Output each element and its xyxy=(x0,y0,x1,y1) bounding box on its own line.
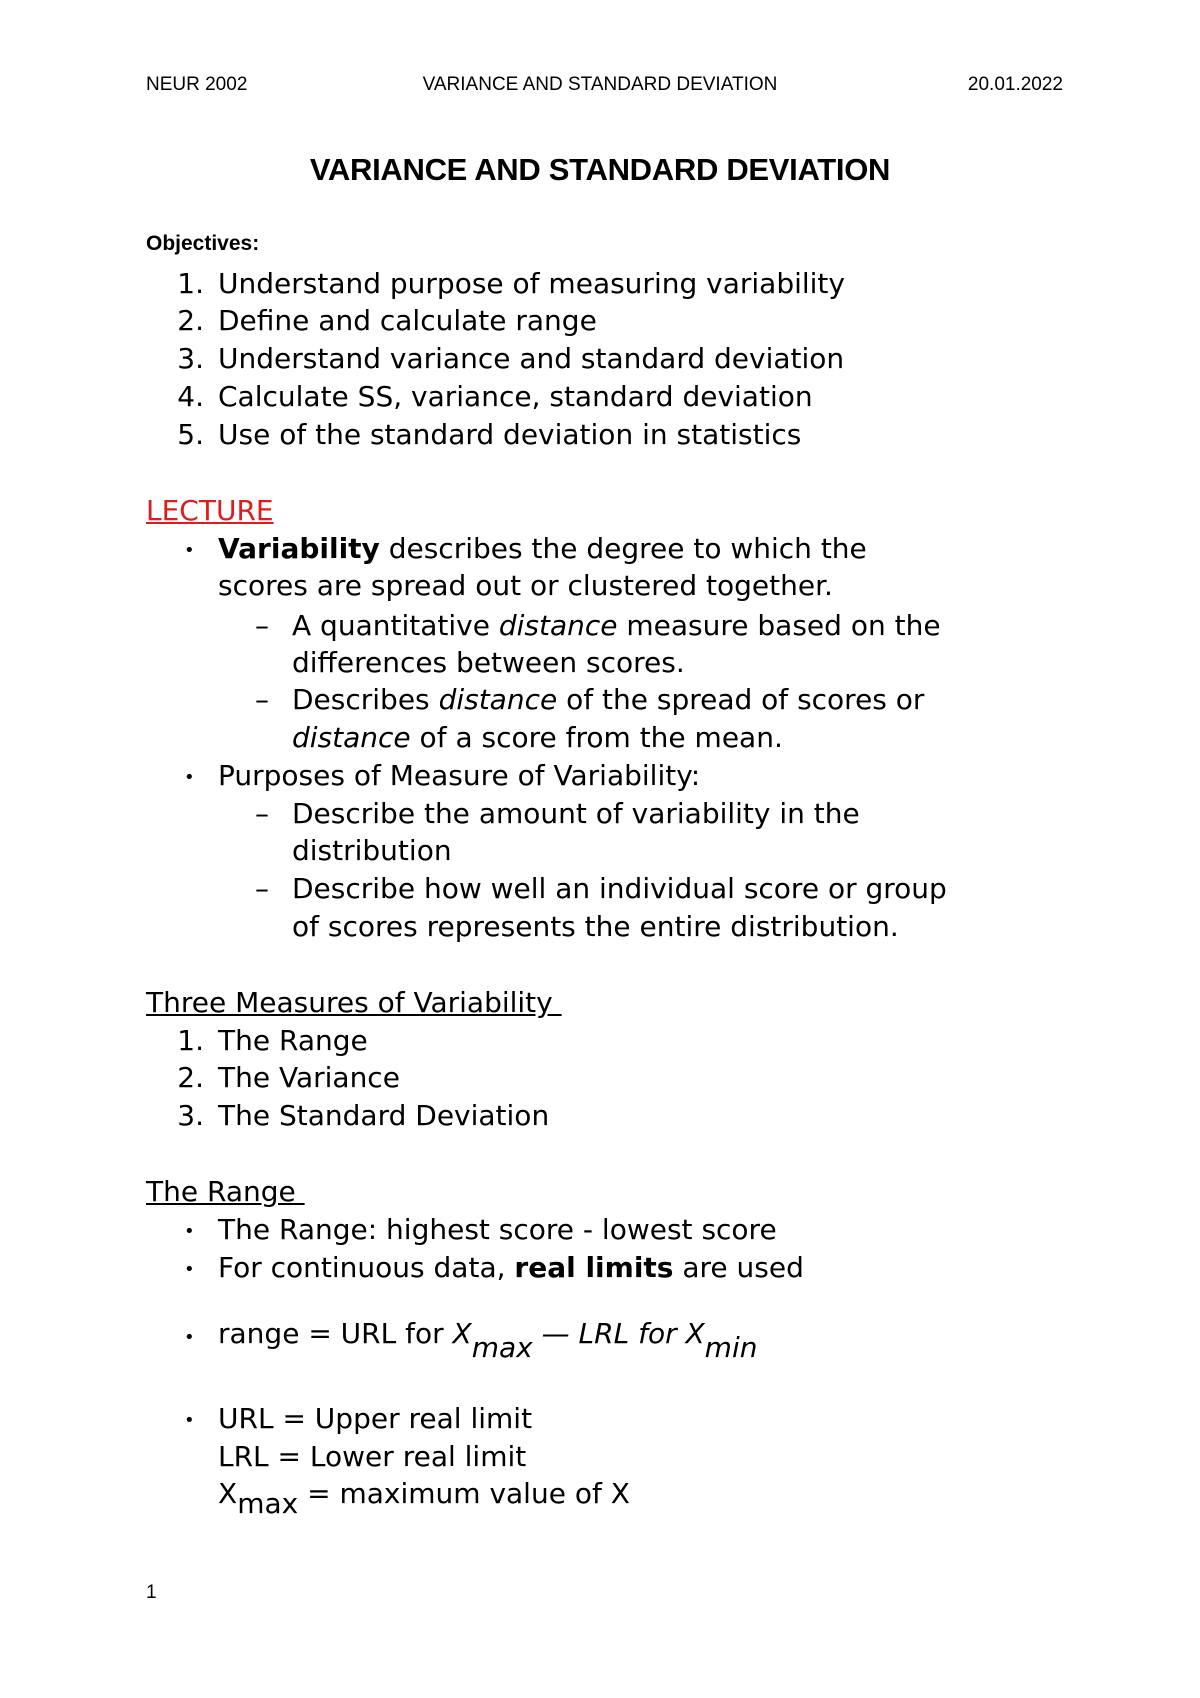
sub-item-continued: differences between scores. xyxy=(292,646,685,679)
dash-icon: – xyxy=(255,609,269,642)
list-item xyxy=(218,530,867,568)
sub-item: Describe how well an individual score or group xyxy=(292,872,947,905)
definition-lrl: LRL = Lower real limit xyxy=(218,1440,527,1473)
lecture-heading: LECTURE xyxy=(146,494,274,527)
list-number: 3. xyxy=(177,342,204,375)
page-number: 1 xyxy=(146,1582,157,1603)
list-number: 3. xyxy=(177,1099,204,1132)
list-text: Calculate SS, variance, standard deviation xyxy=(218,380,813,413)
bullet-icon: • xyxy=(184,1410,195,1431)
bullet-icon: • xyxy=(184,1259,195,1280)
header-title: VARIANCE AND STANDARD DEVIATION xyxy=(422,74,778,95)
dash-icon: – xyxy=(255,797,269,830)
bullet-text: describes the degree to which the xyxy=(379,532,867,565)
header-date: 20.01.2022 xyxy=(967,74,1063,95)
bullet-icon: • xyxy=(184,1221,195,1242)
variability-term: Variability xyxy=(218,532,380,565)
list-text: Understand variance and standard deviation xyxy=(218,342,845,375)
objectives-label: Objectives: xyxy=(146,232,260,255)
header-course-code: NEUR 2002 xyxy=(146,74,248,95)
sub-item-continued: distribution xyxy=(292,834,452,867)
definition-xmax: Xmax = maximum value of X xyxy=(218,1477,630,1520)
list-text: The Standard Deviation xyxy=(218,1099,550,1132)
page-title: VARIANCE AND STANDARD DEVIATION xyxy=(309,152,891,187)
sub-item: Describes distance of the spread of scores or xyxy=(292,683,925,716)
list-number: 5. xyxy=(177,418,204,451)
list-number: 4. xyxy=(177,380,204,413)
range-heading: The Range xyxy=(146,1175,305,1208)
dash-icon: – xyxy=(255,872,269,905)
three-measures-heading: Three Measures of Variability xyxy=(146,986,562,1019)
list-item: For continuous data, real limits are used xyxy=(218,1251,804,1284)
list-text: Understand purpose of measuring variability xyxy=(218,267,845,300)
sub-item: A quantitative distance measure based on the xyxy=(292,609,941,642)
bullet-icon: • xyxy=(184,540,195,561)
list-number: 2. xyxy=(177,1061,204,1094)
real-limits-term: real limits xyxy=(514,1251,674,1284)
bullet-text-continued: scores are spread out or clustered together. xyxy=(218,569,833,602)
list-number: 2. xyxy=(177,304,204,337)
list-text: The Range xyxy=(218,1024,368,1057)
dash-icon: – xyxy=(255,683,269,716)
bullet-icon: • xyxy=(184,767,195,788)
sub-item-continued: distance of a score from the mean. xyxy=(292,721,783,754)
sub-item-continued: of scores represents the entire distribution. xyxy=(292,910,899,943)
list-number: 1. xyxy=(177,1024,204,1057)
list-text: Define and calculate range xyxy=(218,304,597,337)
list-item: The Range: highest score - lowest score xyxy=(218,1213,777,1246)
bullet-icon: • xyxy=(184,1327,195,1348)
range-formula: range = URL for Xmax — LRL for Xmin xyxy=(218,1317,758,1364)
sub-item: Describe the amount of variability in the xyxy=(292,797,860,830)
definition-url: URL = Upper real limit xyxy=(218,1402,533,1435)
list-text: The Variance xyxy=(218,1061,400,1094)
list-item: Purposes of Measure of Variability: xyxy=(218,759,701,792)
list-number: 1. xyxy=(177,267,204,300)
list-text: Use of the standard deviation in statistics xyxy=(218,418,802,451)
